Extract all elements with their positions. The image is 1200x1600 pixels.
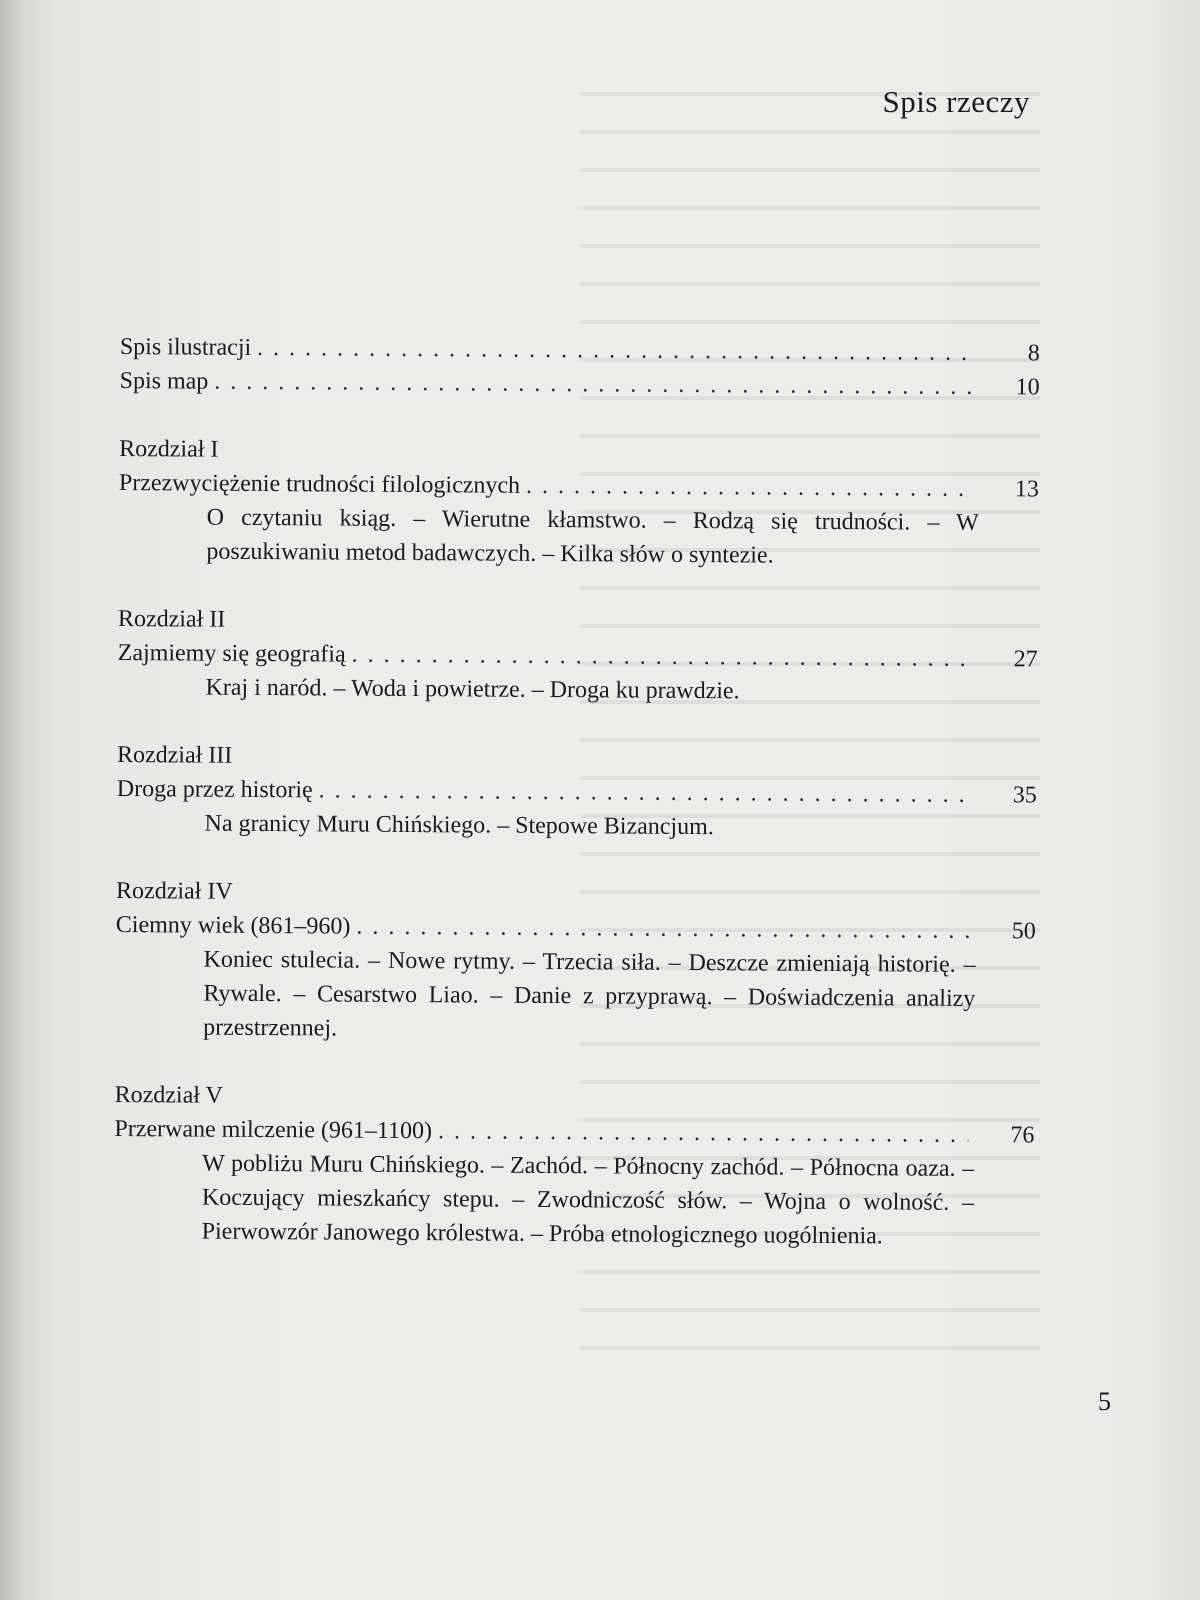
dot-leader [352, 638, 972, 676]
chapter-1 [118, 432, 1039, 574]
toc-page-number: 10 [1015, 374, 1040, 401]
chapter-4 [115, 874, 1036, 1050]
table-of-contents [114, 330, 1040, 1254]
toc-page-number: 27 [1013, 646, 1038, 673]
toc-page-number: 8 [1027, 340, 1040, 367]
chapter-description: W pobliżu Muru Chińskiego. – Zachód. – Północny zachód. – Północna oaza. – Koczujący mieszkańcy stepu. – Zwodniczość słów. – Wojna o wolność. – Pierwowzór Janowego królestwa. – Próba etnologicznego uogólnienia. [201, 1150, 975, 1250]
chapter-title: Zajmiemy się geografią [117, 639, 346, 668]
toc-page-number: 76 [1010, 1122, 1035, 1149]
chapter-description: Koniec stulecia. – Nowe rytmy. – Trzecia siła. – Deszcze zmieniają historię. – Rywale. – Cesarstwo Liao. – Danie z przyprawą. – Doświadczenia analizy przestrzennej. [203, 946, 976, 1042]
page-number: 5 [1098, 1387, 1111, 1416]
dot-leader [356, 910, 970, 948]
dot-leader [526, 469, 973, 506]
chapter-title: Ciemny wiek (861–960) [115, 911, 351, 940]
page-title: Spis rzeczy [882, 84, 1030, 119]
chapter-description: Kraj i naród. – Woda i powietrze. – Droga ku prawdzie. [205, 674, 740, 705]
dot-leader [319, 773, 971, 812]
toc-page-number: 13 [1014, 476, 1040, 503]
dot-leader [257, 331, 974, 370]
toc-entry-maps [120, 364, 1040, 404]
chapter-description: Na granicy Muru Chińskiego. – Stepowe Bizancjum. [204, 810, 714, 841]
toc-entry-label: Spis map [119, 367, 209, 395]
toc-entry-label: Spis ilustracji [119, 333, 252, 361]
chapter-number: Rozdział IV [115, 877, 233, 905]
chapter-number: Rozdział V [114, 1081, 223, 1109]
toc-page-number: 35 [1012, 782, 1037, 809]
chapter-description: O czytaniu ksiąg. – Wierutne kłamstwo. – Rodzą się trudności. – W poszukiwaniu metod badawczych. – Kilka słów o syntezie. [206, 504, 979, 569]
chapter-title: Przerwane milczenie (961–1100) [114, 1115, 433, 1145]
chapter-number: Rozdział I [119, 435, 219, 463]
chapter-5 [114, 1078, 1035, 1254]
chapter-title: Przezwyciężenie trudności filologicznych [118, 469, 521, 499]
chapter-title: Droga przez historię [116, 775, 313, 804]
chapter-2 [117, 602, 1038, 710]
chapter-number: Rozdział II [117, 605, 226, 633]
dot-leader [438, 1114, 969, 1152]
chapter-3 [116, 738, 1037, 846]
toc-page-number: 50 [1011, 918, 1036, 945]
dot-leader [214, 365, 974, 404]
chapter-number: Rozdział III [116, 741, 233, 769]
